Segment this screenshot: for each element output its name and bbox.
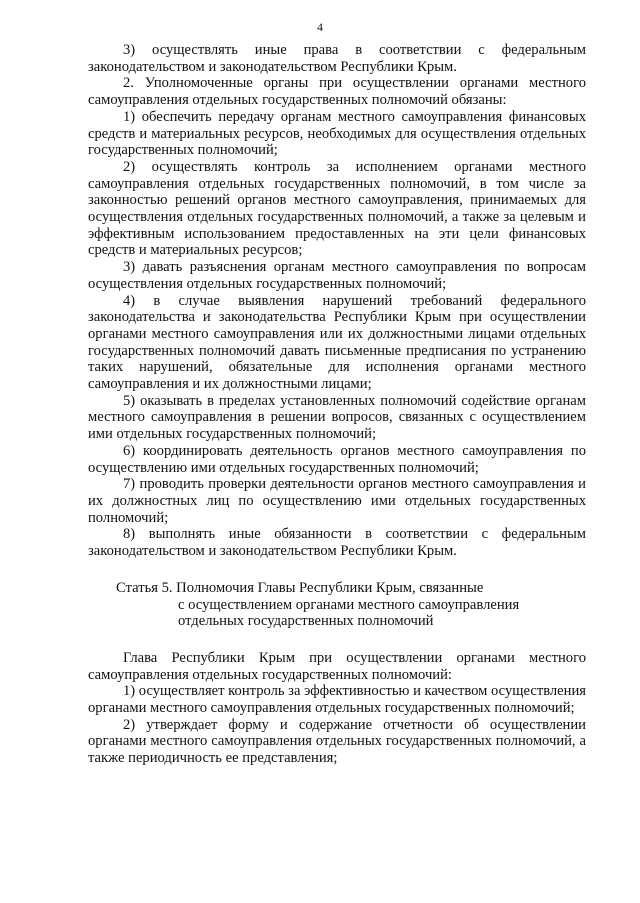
page-number: 4 (317, 20, 323, 34)
paragraph-duty-7: 7) проводить проверки деятельности органов местного самоуправления и их должностных лиц по осуществлению ими отдельных государственных полномочий; (88, 476, 586, 526)
section-spacer (88, 630, 586, 650)
paragraph-duty-4: 4) в случае выявления нарушений требований федерального законодательства и законодательства Республики Крым при осуществлении органами местного самоуправления или их должностными лицами отдельных государственных полномочий давать письменные предписания по устранению таких нарушений, обязательные для исполнения органами местного самоуправления и их должностными лицами; (88, 292, 586, 393)
article-5-heading (88, 580, 586, 630)
paragraph-duty-8: 8) выполнять иные обязанности в соответствии с федеральным законодательством и законодательством Республики Крым. (88, 526, 586, 560)
article-heading-line-1: Статья 5. Полномочия Главы Республики Крым, связанные (116, 579, 484, 596)
article-heading-line-2: с осуществлением органами местного самоуправления (178, 596, 520, 613)
paragraph-duty-1: 1) обеспечить передачу органам местного самоуправления финансовых средств и материальных ресурсов, необходимых для осуществления отдельных государственных полномочий; (88, 108, 586, 159)
paragraph-head-power-1: 1) осуществляет контроль за эффективностью и качеством осуществления органами местного самоуправления отдельных государственных полномочий; (88, 683, 586, 717)
paragraph-item-3-rights: 3) осуществлять иные права в соответствии с федеральным законодательством и законодательством Республики Крым. (88, 42, 586, 75)
paragraph-clause-2-intro: 2. Уполномоченные органы при осуществлении органами местного самоуправления отдельных государственных полномочий обязаны: (88, 75, 586, 109)
paragraph-duty-3: 3) давать разъяснения органам местного самоуправления по вопросам осуществления отдельных государственных полномочий; (88, 259, 586, 292)
paragraph-duty-6: 6) координировать деятельность органов местного самоуправления по осуществлению ими отдельных государственных полномочий; (88, 442, 586, 476)
article-heading-line-3: отдельных государственных полномочий (178, 613, 434, 630)
paragraph-article-5-intro: Глава Республики Крым при осуществлении органами местного самоуправления отдельных государственных полномочий: (88, 649, 586, 683)
document-body (88, 42, 586, 767)
paragraph-duty-2: 2) осуществлять контроль за исполнением органами местного самоуправления отдельных государственных полномочий, в том числе за законностью решений органов местного самоуправления, принимаемых для осуществления отдельных государственных полномочий, а также за целевым и эффективным использованием предоставленных на эти цели финансовых средств и материальных ресурсов; (88, 158, 586, 259)
paragraph-duty-5: 5) оказывать в пределах установленных полномочий содействие органам местного самоуправления в решении вопросов, связанных с осуществлением ими отдельных государственных полномочий; (88, 392, 586, 443)
paragraph-head-power-2: 2) утверждает форму и содержание отчетности об осуществлении органами местного самоуправления отдельных государственных полномочий, а также периодичность ее представления; (88, 716, 586, 767)
